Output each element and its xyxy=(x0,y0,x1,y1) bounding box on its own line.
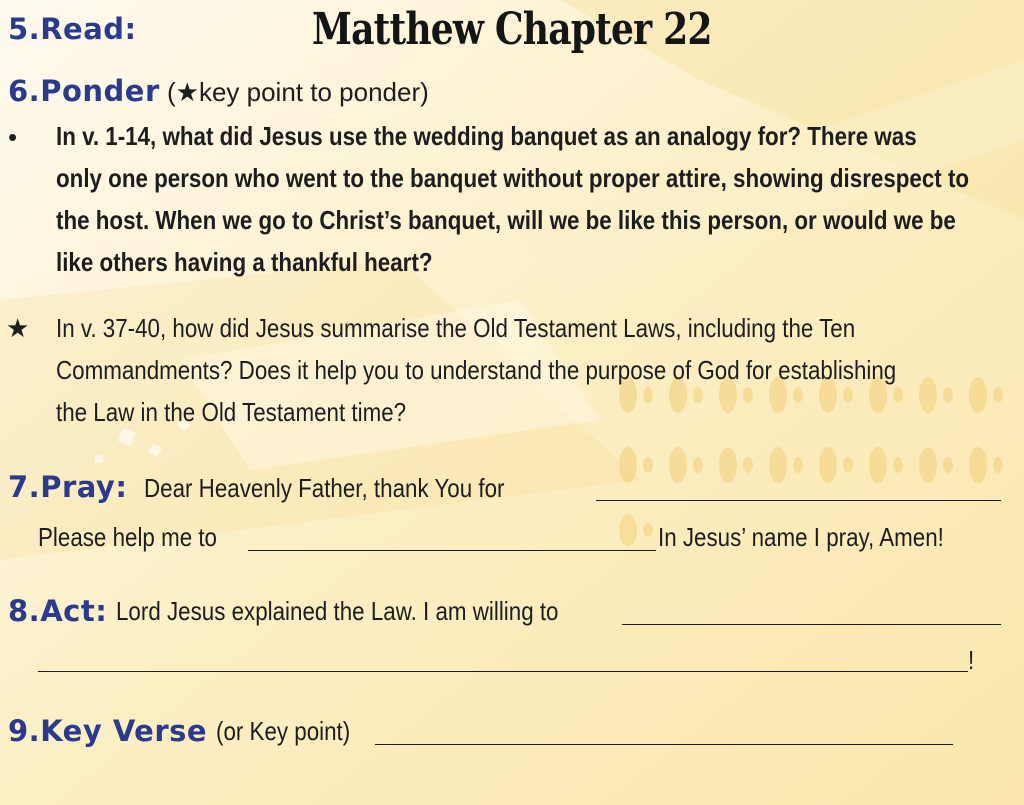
act-willing-blank[interactable] xyxy=(622,598,1001,625)
star-icon: ★ xyxy=(175,77,199,107)
pray-thanks-blank[interactable] xyxy=(596,474,1001,501)
question-2-line-3: the Law in the Old Testament time? xyxy=(56,397,407,427)
pray-line-1: Dear Heavenly Father, thank You for xyxy=(144,473,505,503)
question-1-line-2: only one person who went to the banquet without proper attire, showing disrespect to xyxy=(56,163,970,193)
pray-label: 7.Pray: xyxy=(8,470,128,504)
bullet-icon: • xyxy=(8,122,18,152)
read-label: 5.Read: xyxy=(8,12,137,46)
pray-help-blank[interactable] xyxy=(248,524,656,551)
question-1-line-4: like others having a thankful heart? xyxy=(56,247,433,277)
ponder-heading xyxy=(8,74,429,108)
page-title: Matthew Chapter 22 xyxy=(312,4,712,55)
act-continuation-blank[interactable] xyxy=(38,645,968,672)
key-verse-blank[interactable] xyxy=(375,718,953,745)
key-verse-label: 9.Key Verse xyxy=(8,714,208,748)
key-point-star-icon: ★ xyxy=(6,313,30,343)
act-end-mark: ! xyxy=(968,645,975,675)
ponder-note: key point to ponder) xyxy=(198,77,429,107)
question-1-line-1: In v. 1-14, what did Jesus use the wedding banquet as an analogy for? There was xyxy=(56,121,917,151)
ponder-label: 6.Ponder xyxy=(8,74,160,108)
question-2-line-1: In v. 37-40, how did Jesus summarise the Old Testament Laws, including the Ten xyxy=(56,313,856,343)
pray-line-2-start: Please help me to xyxy=(38,522,218,552)
ponder-note-open: ( xyxy=(159,77,176,107)
act-text: Lord Jesus explained the Law. I am willing to xyxy=(116,596,559,626)
key-verse-note: (or Key point) xyxy=(216,716,351,746)
question-2-line-2: Commandments? Does it help you to understand the purpose of God for establishing xyxy=(56,355,897,385)
act-label: 8.Act: xyxy=(8,594,108,628)
pray-line-2-end: In Jesus’ name I pray, Amen! xyxy=(658,522,944,552)
question-1-line-3: the host. When we go to Christ’s banquet, will we be like this person, or would we be xyxy=(56,205,956,235)
